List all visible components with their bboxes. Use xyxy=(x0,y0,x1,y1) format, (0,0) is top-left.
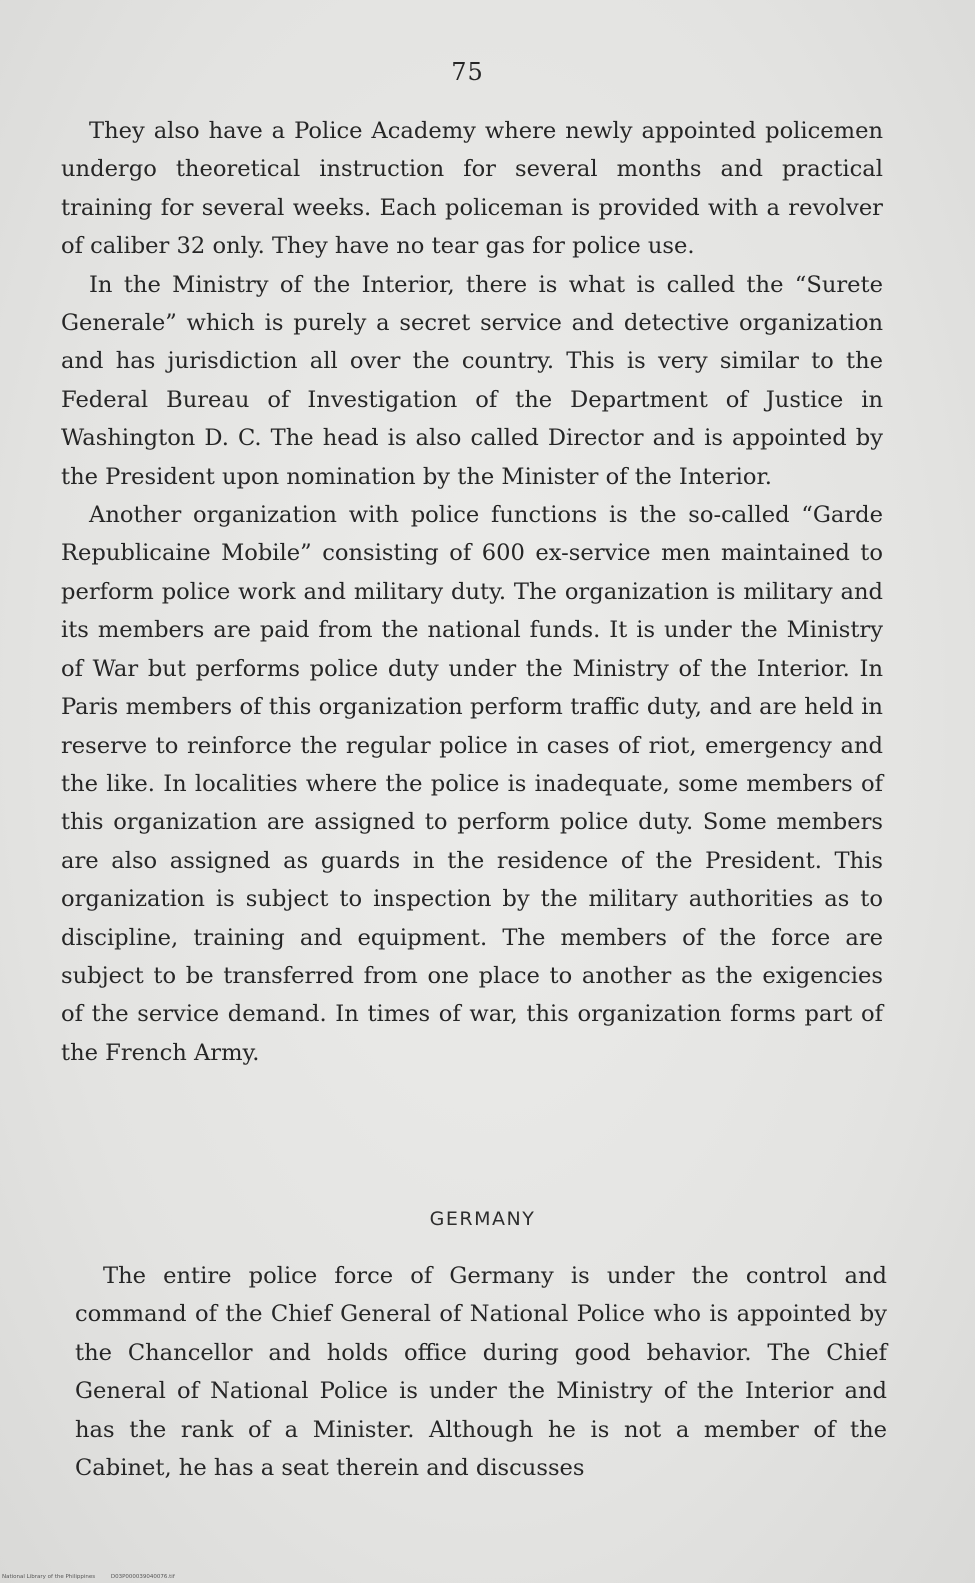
paragraph: In the Ministry of the Interior, there is what is called the “Surete Generale” which is purely a secret service and detective organization and has jurisdiction all over the country. This is very similar to the Federal Bureau of Investigation of the Department of Justice in Washington D. C. The head is also called Director and is appointed by the President upon nomination by the Minister of the Interior. xyxy=(61,271,883,490)
paragraph: They also have a Police Academy where newly appointed policemen undergo theoretical instruction for several months and practical training for several weeks. Each policeman is provided with a revolver of caliber 32 only. They have no tear gas for police use. xyxy=(61,118,883,260)
footer-library: National Library of the Philippines xyxy=(2,1574,96,1580)
page-number: 75 xyxy=(451,58,484,86)
footer-identifier: D03P000039040076.tif xyxy=(110,1574,175,1580)
body-text-before-heading xyxy=(61,112,883,1072)
paragraph: The entire police force of Germany is under the control and command of the Chief General of National Police who is appointed by the Chancellor and holds office during good behavior. The Chief General of National Police is under the Ministry of the Interior and has the rank of a Minister. Although he is not a member of the Cabinet, he has a seat therein and discusses xyxy=(75,1263,887,1482)
paragraph: Another organization with police functions is the so-called “Garde Republicaine Mobile” consisting of 600 ex-service men maintained to perform police work and military duty. The organization is military and its members are paid from the national funds. It is under the Ministry of War but performs police duty under the Ministry of the Interior. In Paris members of this organization perform traffic duty, and are held in reserve to reinforce the regular police in cases of riot, emergency and the like. In localities where the police is inadequate, some members of this organization are assigned to perform police duty. Some members are also assigned as guards in the residence of the President. This organization is subject to inspection by the military authorities as to discipline, training and equipment. The members of the force are subject to be transferred from one place to another as the exigencies of the service demand. In times of war, this organization forms part of the French Army. xyxy=(61,502,883,1066)
scan-footer xyxy=(2,1574,189,1580)
section-heading: GERMANY xyxy=(429,1208,536,1230)
body-text-after-heading xyxy=(75,1257,887,1487)
